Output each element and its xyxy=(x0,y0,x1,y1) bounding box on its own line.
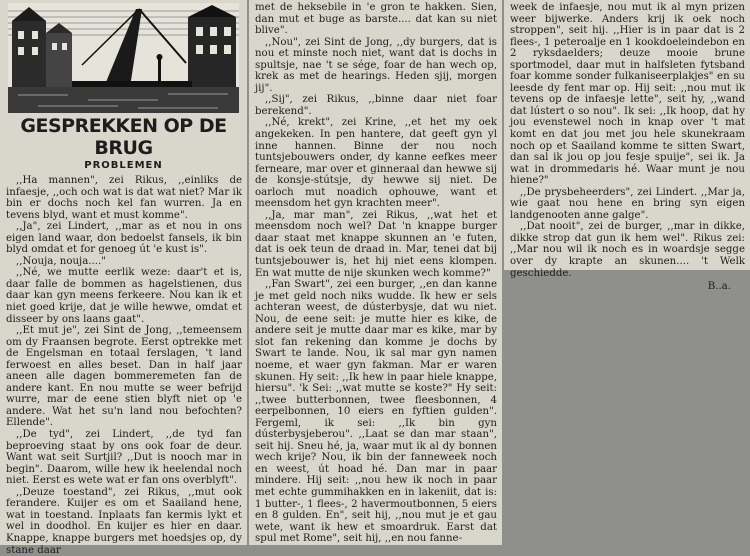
paragraph: ,,Ja, mar man", zei Rikus, ,,wat het et meensdom noch wel? Dat 'n knappe burger daar staat met knappe skunnen an 'e futen, dat is oek teun de draad in. Mar, tenei dat bij tuntsjebouwer is, het hij niet eens klompen. En wat mutte de nije skunken wech komme?" xyxy=(255,209,497,279)
paragraph: ,,Nou", zei Sint de Jong, ,,dy burgers, dat is nou et minste noch niet, want dat is dochs in spultsje, nae 't se sége, foar de han wech op, krek as met de hearings. Heden sjij, morgen jij". xyxy=(255,36,497,94)
column-2 xyxy=(249,0,502,545)
column-1-text xyxy=(0,173,247,556)
paragraph: ,,Dat nooit", zei de burger, ,,mar in dikke, dikke strop dat gun ik hem wel". Rikus zei: ,,Mar nou wil ik noch es in woardsje segge over dy krapte an skunen.... 't Welk geschiedde. xyxy=(510,221,745,279)
paragraph: ,,De tyd", zei Lindert, ,,de tyd fan beproeving staat by ons ook foar de deur. Want wat seit Surtjil? ,,Dut is nooch mar in begin". Daarom, wille hew ik heelendal noch niet. Eerst es wete wat er fan ons overblyft". xyxy=(6,429,242,487)
paragraph: ,,De prysbeheerders", zei Lindert. ,,Mar ja, wie gaat nou hene en bring syn eigen landgenooten anne galge". xyxy=(510,186,745,221)
paragraph: ,,Né, krekt", zei Krine, ,,et het my oek angekeken. In pen hantere, dat geeft gyn yl inne hannen. Binne der nou noch tuntsjebouwers onder, dy kanne eefkes meer ferneare, mar over et ginneraal dan hewwe sij de konsje-stútsje, dy hewwe sij niet. De oarloch mut noadich ophouwe, want et meensdom het gyn krachten meer". xyxy=(255,117,497,210)
column-2-text xyxy=(249,0,502,545)
column-3 xyxy=(504,0,750,293)
column-3-text xyxy=(504,0,750,293)
paragraph: ,,Nouja, nouja...." xyxy=(16,255,106,267)
paragraph: ,,Ha mannen", zei Rikus, ,,einliks de infaesje, ,,och och wat is dat wat niet? Mar ik bin er dochs noch kel fan wurren. Ja en tevens blyd, want et must komme". xyxy=(6,175,242,221)
paragraph: ,,Sij", zei Rikus, ,,binne daar niet foar berekend". xyxy=(255,94,497,117)
bridge-illustration xyxy=(8,3,239,113)
paragraph: met de heksebile in 'e gron te hakken. Sien, dan mut et buge as barste.... dat kan su niet blive". xyxy=(255,2,497,37)
paragraph: ,,Et mut je", zei Sint de Jong, ,,temeensem om dy Fraansen begrote. Eerst optrekke met de Engelsman en totaal ferslagen, 't land ferwoest en alles beset. Dan in half jaar aneen alle dagen bommeremeten fan de andere kant. En nou mutte se weer befrijd wurre, mar de eene stien blyft niet op 'e andere. Wat het su'n land nou befochten? Ellende". xyxy=(6,325,242,429)
paragraph: ,,Fan Swart", zei een burger, ,,en dan kanne je met geld noch niks wudde. Ik hew er sels achteran weest, de dústerbysje, dat wu niet. Nou, de eene seit: je mutte hier es kike, de andere seit je mutte daar mar es kike, mar by slot fan rekening dan komme je dochs by Swart te lande. Nou, ik sal mar gyn namen noeme, et waer gyn fakman. Mar er waren skunen. Hy seit: ,,Ik hew in paar hiele knappe, hiersu". 'k Sei: ,,wat mutte se koste?" Hy seit: ,,twee butterbonnen, twee fleesbonnen, 4 eerpelbonnen, 10 eiers en fyftien gulden". Fergeml, ik sei: ,,Ik bin gyn dústerbysjeberou". ,,Laat se dan mar staan", seit hij. Sneu hé, ja, waar mut ik al dy bonnen wech krije? Nou, ik bin der fanneweek noch en weest, út hoad hé. Dan mar in paar mindere. Hij seit: ,,nou hew ik noch in paar met echte gummihakken en in lakeniit, dat is: 1 butter-, 1 flees-, 2 havermoutbonnen, 5 eiers en 8 gulden. En", seit hij, ,,nou mut je et gau wete, want ik hew et smoardruk. Earst dat spul met Rome", seit hij, ,,en nou fanne- xyxy=(255,279,497,545)
paragraph: ,,Né, we mutte eerlik weze: daar't et is, daar falle de bommen as hagelstienen, dus daar kan gyn meens ferkeere. Nou kan ik et niet goed krije, dat je wille hewwe, omdat et disseer by ons laans gaat". xyxy=(6,267,242,325)
paragraph: week de infaesje, nou mut ik al myn prizen weer bijwerke. Anders krij ik oek noch stroppen", seit hij. ,,Hier is in paar dat is 2 flees-, 1 peteroalje en 1 kookdoeleindebon en 2 ryksdaelders; deuze mooie brune sportmodel, daar mut in halfsleten fytsband foar komme sonder fulkaniseerplakjes" en su leesde dy fent mar op. Hij seit: ,,nou mut ik tevens op de infaesje lette", seit hy, ,,wand dat lústert o so nou". Ik sei: ,,Ik hoop, dat hy jou evenstewel noch in knap over 't mat komt en dat jou met jou hele skunekraam noch op et Saailand komme te sitten Swart, dan sal ik jou op jou fesje spuije", sei ik. Ja wat in drommedaris hé. Waar munt je nou hiene?" xyxy=(510,2,745,187)
headline: GESPREKKEN OP DE BRUG xyxy=(20,115,227,159)
section-label: PROBLEMEN xyxy=(84,160,163,171)
paragraph: ,,Ja", zei Lindert, ,,mar as et nou in ons eigen land waar, don bedoelst fansels, ik bin blyd omdat et for genoeg út 'e kust is". xyxy=(6,221,242,256)
signature: B..a. xyxy=(707,281,731,293)
column-1 xyxy=(0,0,247,556)
paragraph: ,,Deuze toestand", zei Rikus, ,,mut ook ferandere. Kuijer es om et Saailand hene, wat in toestand. Inplaats fan kermis lykt et wel in doodhol. En kuijer es hier en daar. Knappe, knappe burgers met hoedsjes op, dy stane daar xyxy=(6,486,242,556)
